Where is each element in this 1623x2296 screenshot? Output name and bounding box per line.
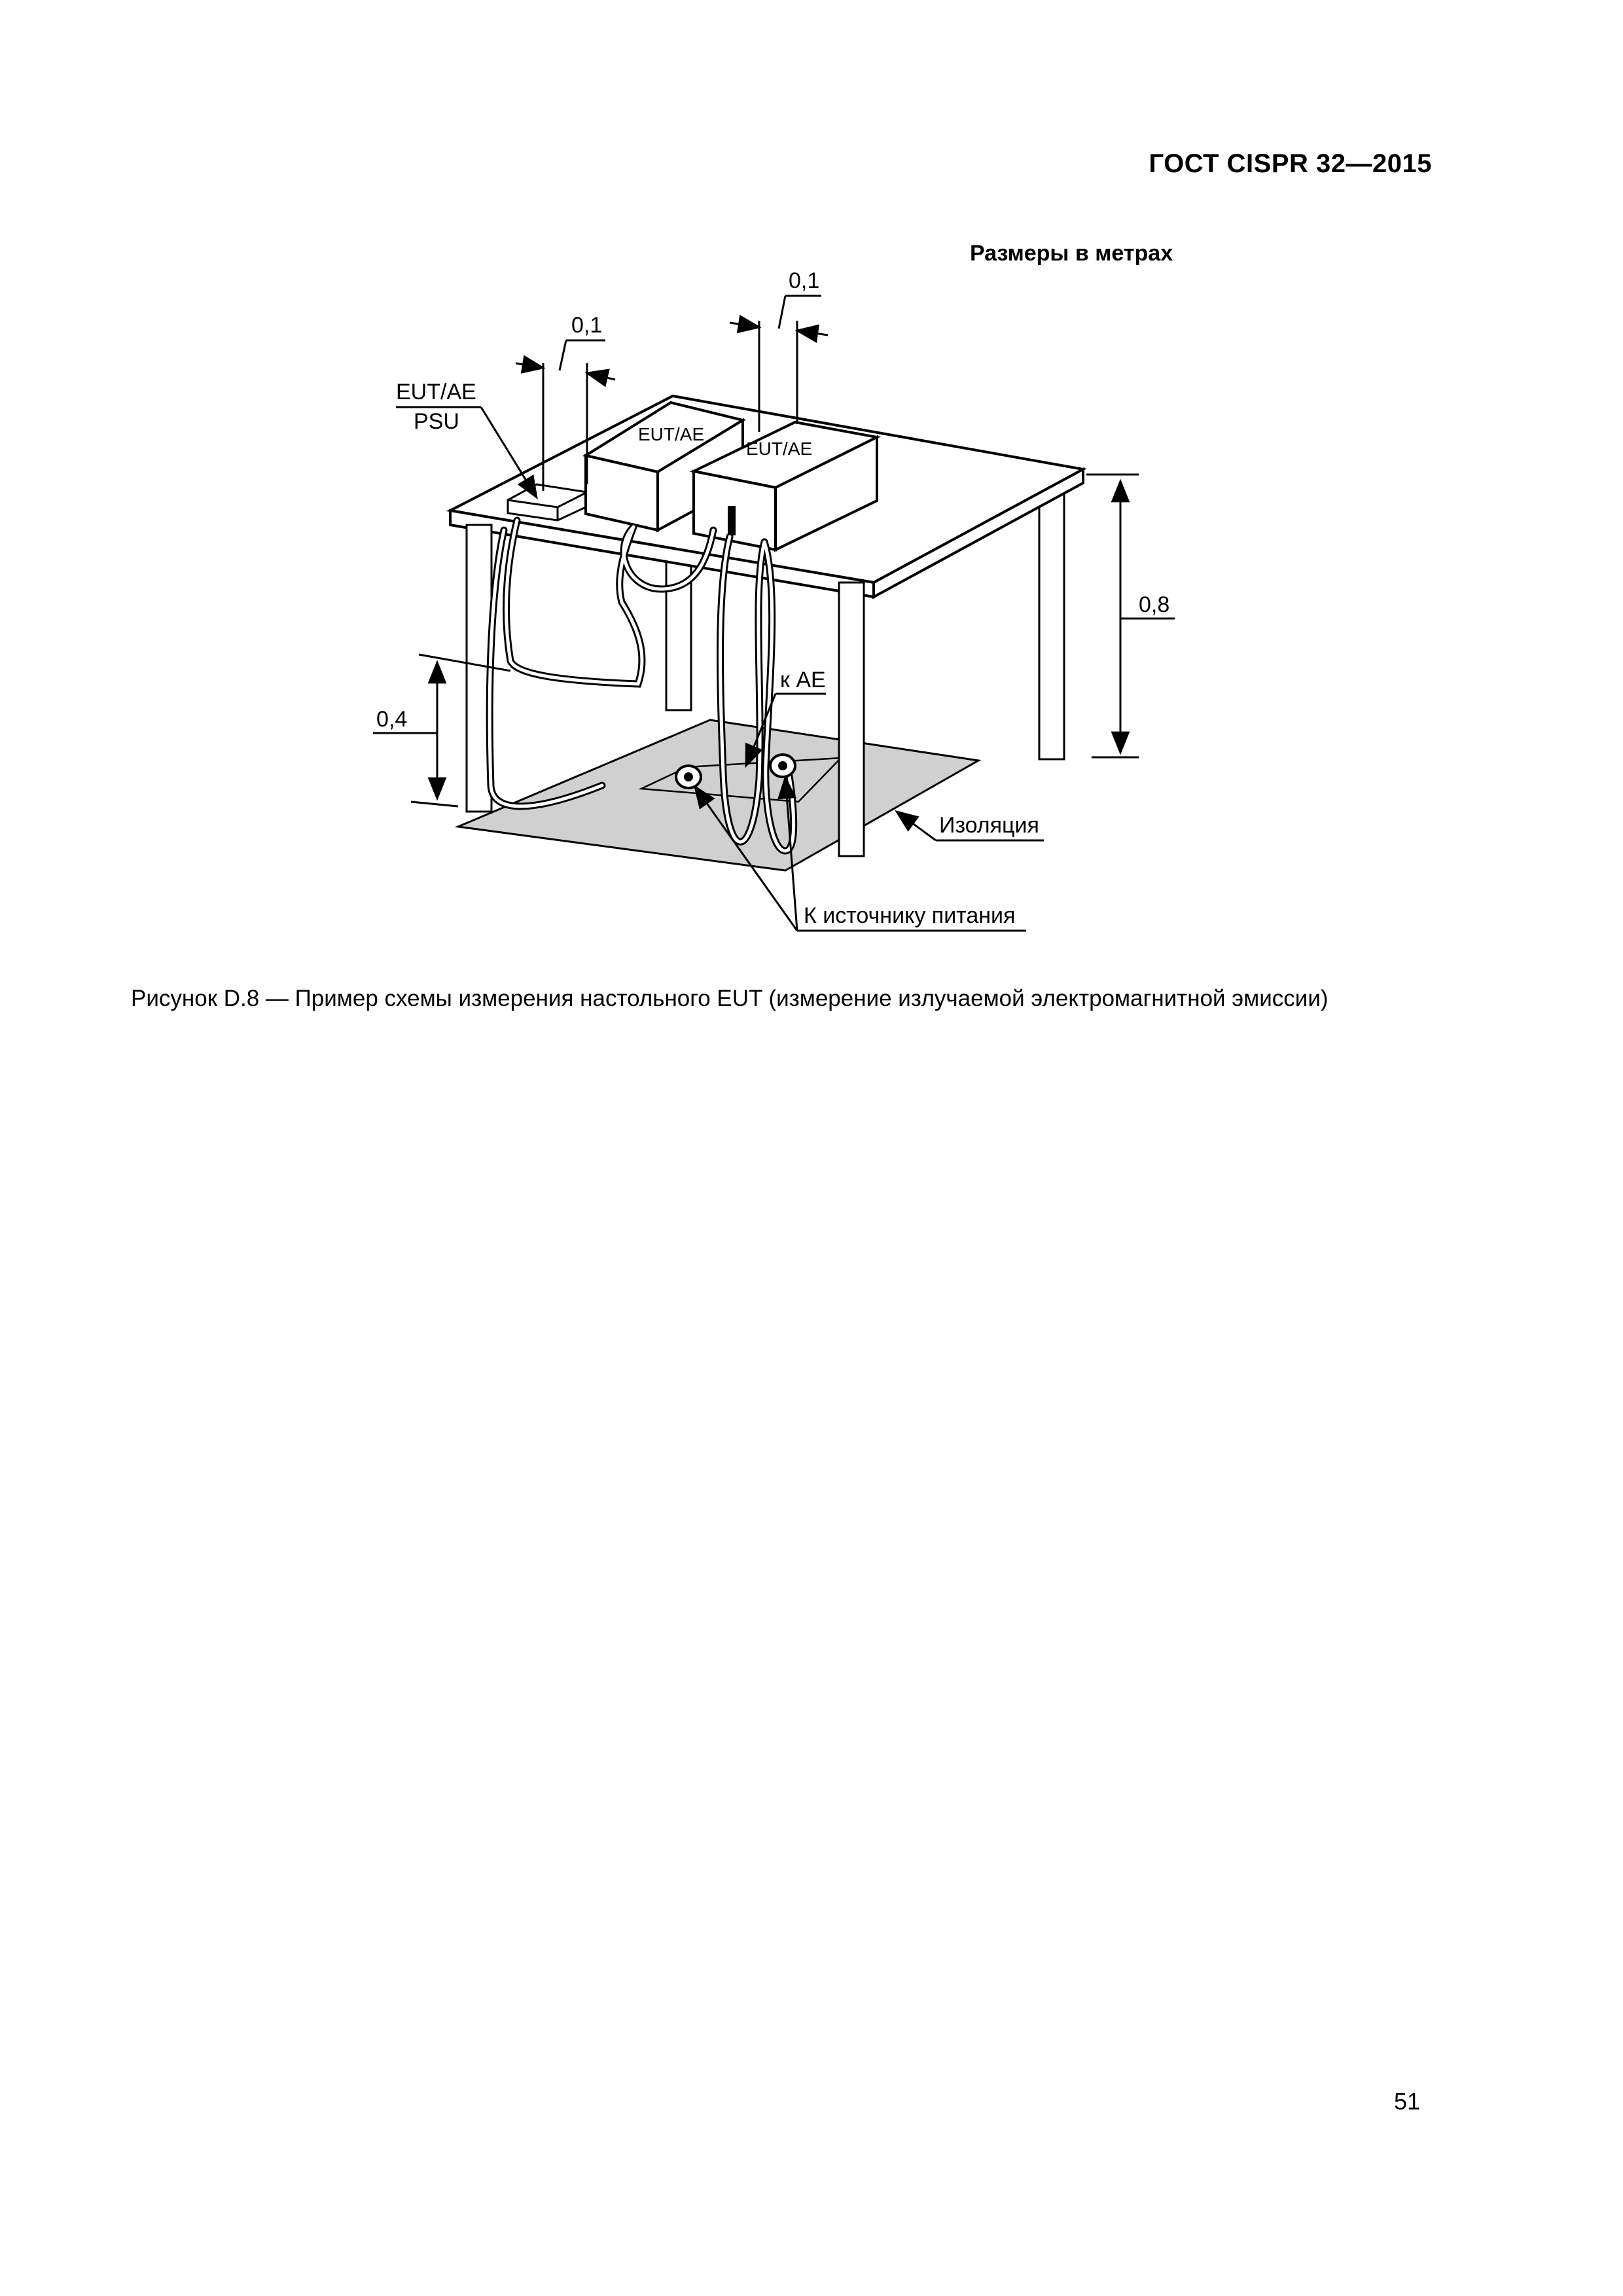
table-leg-back-right xyxy=(1039,484,1064,759)
dim-right-gap-label: 0,1 xyxy=(789,268,820,293)
label-box-right: EUT/AE xyxy=(746,439,813,459)
figure-caption: Рисунок D.8 — Пример схемы измерения настольного EUT (измерение излучаемой электромагнитной эмиссии) xyxy=(131,986,1329,1011)
dim-table-height-label: 0,8 xyxy=(1139,592,1170,617)
label-insulation: Изоляция xyxy=(939,813,1039,838)
power-socket-left xyxy=(676,766,701,788)
dim-left-gap-label: 0,1 xyxy=(571,313,603,338)
standard-designation: ГОСТ CISPR 32—2015 xyxy=(1149,149,1432,178)
page-number: 51 xyxy=(1394,2088,1421,2115)
power-socket-right xyxy=(770,755,795,777)
label-to-ae: к AE xyxy=(780,668,826,692)
table-leg-front-right xyxy=(839,583,864,856)
dim-cable-loop-label: 0,4 xyxy=(376,707,408,732)
units-note: Размеры в метрах xyxy=(970,241,1173,266)
label-psu-bottom: PSU xyxy=(414,409,459,434)
label-psu-top: EUT/AE xyxy=(396,380,476,404)
label-power: К источнику питания xyxy=(804,903,1016,928)
label-box-left: EUT/AE xyxy=(638,424,705,444)
